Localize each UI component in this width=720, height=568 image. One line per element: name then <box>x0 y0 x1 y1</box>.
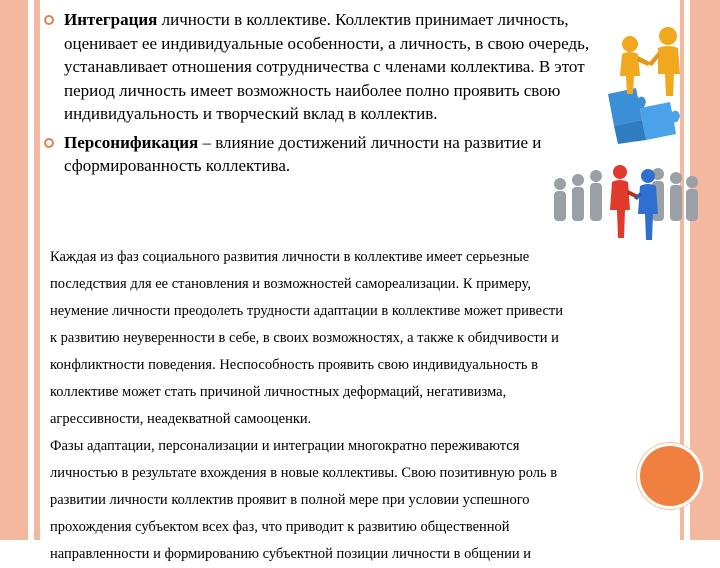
handshake-crowd-figures-icon <box>548 160 700 242</box>
gold-figure-left <box>620 36 650 94</box>
orange-circle-decor <box>640 446 700 506</box>
left-decor-thin-stripe <box>34 0 40 540</box>
red-figure <box>610 165 640 238</box>
body-text <box>50 244 690 568</box>
paragraph-phases: Фазы адаптации, персонализации и интеграции многократно переживаются личностью в результате вхождения в новые коллективы. Свою позитивную роль в развитии личности коллектив проявит в полной мере при условии успешного прохождения субъектом всех фаз, что приводит к развитию общественной направленности и формированию субъектной позиции личности в общении и <box>50 438 558 562</box>
bullet-term: Интеграция <box>64 10 158 29</box>
puzzle-teamwork-figures-icon <box>600 24 700 146</box>
blue-figure <box>634 169 658 240</box>
bullet-list <box>44 8 634 183</box>
paragraph-consequences: Каждая из фаз социального развития личности в коллективе имеет серьезные последствия для ее становления и возможностей самореализации. К примеру, неумение личности преодолеть трудности адаптации в коллективе может привести к развитию неуверенности в себе, в своих возможностях, а также к обидчивости и конфликтности поведения. Неспособность проявить свою индивидуальность в коллективе может стать причиной личностных деформаций, негативизма, агрессивности, неадекватной самооценки. <box>50 249 564 427</box>
bullet-personification <box>44 131 634 178</box>
circle-bullet-icon <box>44 15 54 25</box>
bullet-term: Персонификация <box>64 132 199 152</box>
left-decor-stripe <box>0 0 28 540</box>
circle-bullet-icon <box>44 138 54 148</box>
puzzle-pieces <box>608 88 680 144</box>
bullet-text: – влияние достижений личности на развитие и сформированность коллектива. <box>64 132 542 175</box>
bullet-text: личности в коллективе. Коллектив принимает личность, оценивает ее индивидуальные особенности, а личность, в свою очередь, устанавливает отношения сотрудничества с членами коллектива. В этот период личность имеет возможность наиболее полно проявить свою индивидуальность и творческий вклад в коллектив. <box>64 10 590 123</box>
bullet-integration <box>44 8 634 126</box>
gold-figure-right <box>648 27 680 96</box>
